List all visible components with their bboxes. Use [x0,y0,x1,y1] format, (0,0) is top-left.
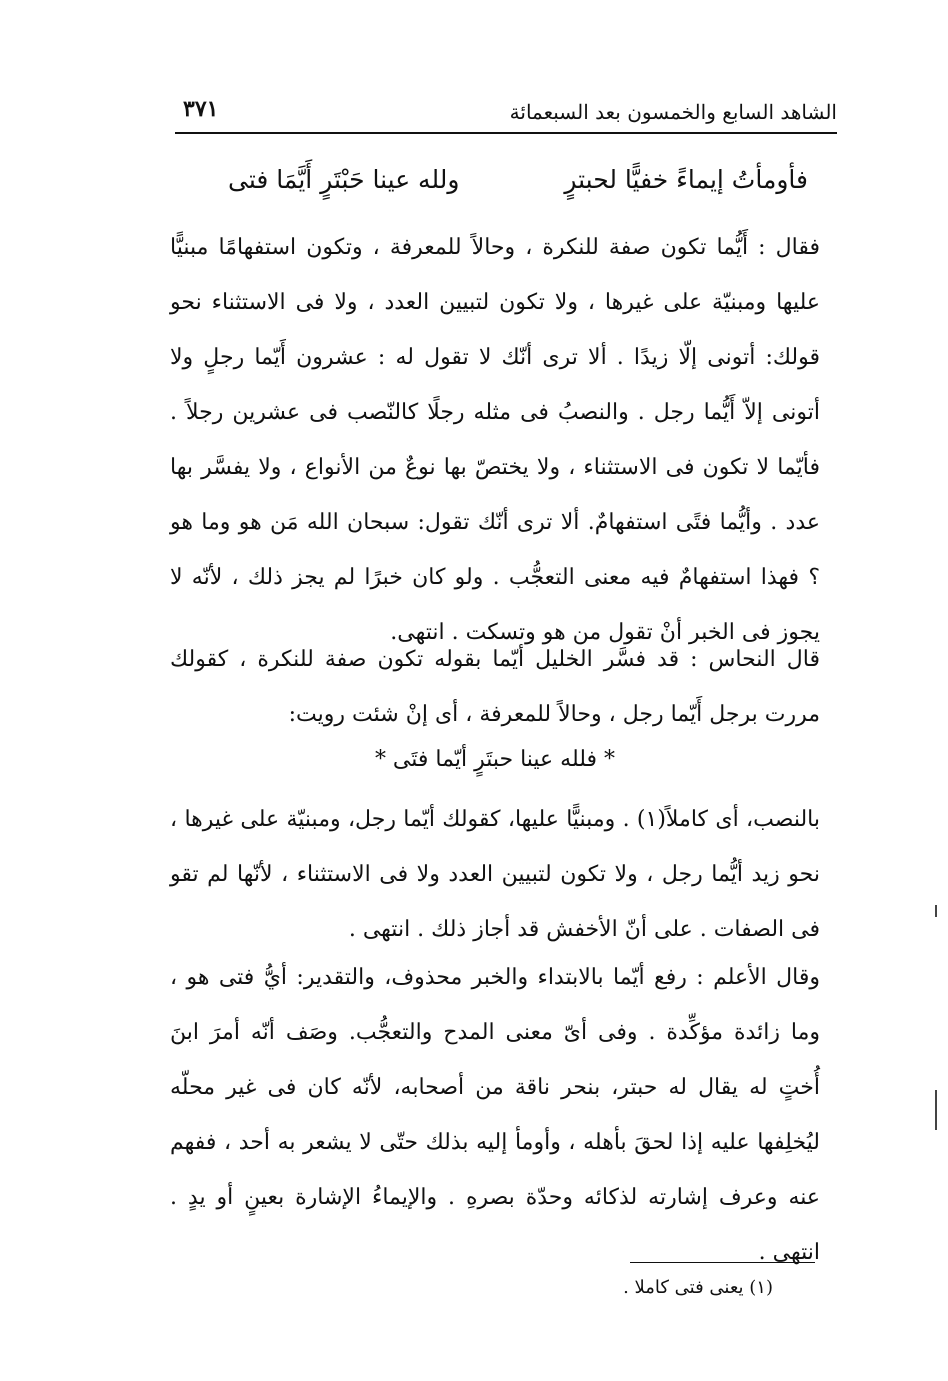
quoted-verse: * فلله عينا حبتَرٍ أيّما فتَى * [374,747,616,772]
paragraph-nasb [170,792,820,957]
poem-verse [228,160,808,200]
header-rule [175,132,837,134]
footnote: (١) يعنى فتى كاملا . [623,1277,773,1298]
footnote-rule [630,1262,815,1263]
running-title: الشاهد السابع والخمسون بعد السبعمائة [509,100,837,124]
paragraph-khalil [170,220,820,660]
paragraph-text: بالنصب، أى كاملاً(١) . ومبنيًّا عليها، كقولك أيّما رجل، ومبنيّة على غيرها ، نحو زيد أيُّما رجل ، ولا تكون لتبيين العدد ولا فى الاستثناء ، لأنّها لم تقو فى الصفات . على أنّ الأخفش قد أجاز ذلك . انتهى . [170,807,820,942]
paragraph-alam [170,950,820,1280]
page-number: ٣٧١ [183,96,219,122]
verse-right-hemistich: فأومأتُ إيماءً خفيًّا لحبترٍ [564,165,808,194]
verse-left-hemistich: ولله عينا حَبْتَرٍ أَيَّمَا فتى [228,165,460,194]
scan-artifact [935,1090,937,1130]
paragraph-text: وقال الأعلم : رفع أيّما بالابتداء والخبر محذوف، والتقدير: أيُّ فتى هو ، وما زائدة مؤكِّدة . وفى أىّ معنى المدح والتعجُّب. وصَف أنّه أمرَ ابنَ أُختٍ له يقال له حبتر، بنحر ناقة من أصحابه، لأنّه كان فى غير محلّه ليُخلِفها عليه إذا لحقَ بأهله ، وأومأ إليه بذلك حتّى لا يشعر به أحد ، ففهم عنه وعرف إشارته لذكائه وحدّة بصرهِ . والإيماءُ الإشارة بعينٍ أو يدٍ . انتهى . [170,965,820,1265]
paragraph-text: قال النحاس : قد فسَّر الخليل أيّما بقوله تكون صفة للنكرة ، كقولك مررت برجل أَيّما رجل ، وحالاً للمعرفة ، أى إنْ شئت رويت: [170,647,820,727]
paragraph-text: فقال : أَيُّما تكون صفة للنكرة ، وحالاً للمعرفة ، وتكون استفهامًا مبنيًّا عليها ومبنيّة على غيرها ، ولا تكون لتبيين العدد ، ولا فى الاستثناء نحو قولك: أتونى إلّا زيدًا . ألا ترى أنّك لا تقول له : عشرون أَيّما رجلٍ ولا أتونى إلاّ أَيُّما رجل . والنصبُ فى مثله رجلًا كالنّصب فى عشرين رجلاً . فأيّما لا تكون فى الاستثناء ، ولا يختصّ بها نوعٌ من الأنواع ، ولا يفسَّر بها عدد . وأيُّما فتًى استفهامٌ. ألا ترى أنّك تقول: سبحان الله مَن هو وما هو ؟ فهذا استفهامٌ فيه معنى التعجُّب . ولو كان خبرًا لم يجز ذلك ، لأنّه لا يجوز فى الخبر أنْ تقول من هو وتسكت . انتهى. [170,235,820,645]
scan-artifact [935,905,937,917]
paragraph-nahhas [170,632,820,742]
page-header [175,92,837,142]
